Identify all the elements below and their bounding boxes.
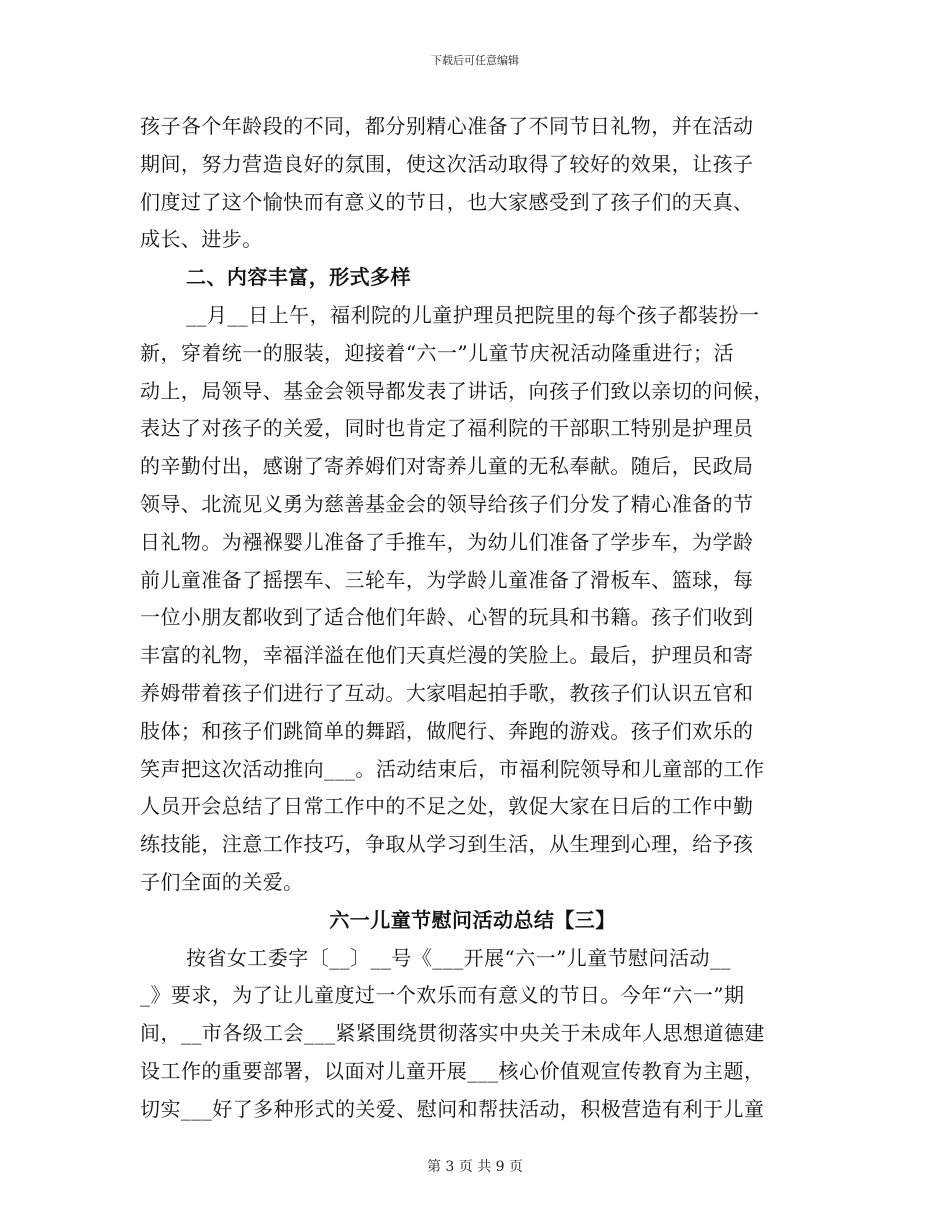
paragraph-line: 间，__市各级工会___紧紧围绕贯彻落实中央关于未成年人思想道德建 [140,1021,765,1046]
paragraph-line: 新，穿着统一的服装，迎接着“六一”儿童节庆祝活动隆重进行；活 [140,340,734,365]
paragraph-line: _》要求，为了让儿童度过一个欢乐而有意义的节日。今年“六一”期 [140,983,745,1008]
paragraph-line: 一位小朋友都收到了适合他们年龄、心智的玩具和书籍。孩子们收到 [140,605,754,630]
paragraph-line: 丰富的礼物，幸福洋溢在他们天真烂漫的笑脸上。最后，护理员和寄 [140,643,754,668]
paragraph-line: 设工作的重要部署，以面对儿童开展___核心价值观宣传教育为主题， [140,1058,765,1083]
paragraph-line: 孩子各个年龄段的不同，都分别精心准备了不同节日礼物，并在活动 [140,114,754,138]
paragraph-line: 期间，努力营造良好的氛围，使这次活动取得了较好的效果，让孩子 [140,151,754,176]
paragraph-line: 动上，局领导、基金会领导都发表了讲话，向孩子们致以亲切的问候， [140,378,774,403]
paragraph-line: __月__日上午，福利院的儿童护理员把院里的每个孩子都装扮一 [186,302,760,327]
paragraph-line: 子们全面的关爱。 [140,869,304,894]
section-heading: 二、内容丰富，形式多样 [186,265,411,290]
page-header-note: 下载后可任意编辑 [431,54,519,67]
paragraph-line: 养姆带着孩子们进行了互动。大家唱起拍手歌，教孩子们认识五官和 [140,680,754,705]
paragraph-line: 人员开会总结了日常工作中的不足之处，敦促大家在日后的工作中勤 [140,794,754,819]
paragraph-line: 们度过了这个愉快而有意义的节日，也大家感受到了孩子们的天真、 [140,189,754,214]
document-body [140,108,805,1129]
section-title: 六一儿童节慰问活动总结【三】 [329,907,616,932]
paragraph-line: 练技能，注意工作技巧，争取从学习到生活，从生理到心理，给予孩 [140,832,754,857]
paragraph-line: 按省女工委字〔__〕__号《___开展“六一”儿童节慰问活动__ [186,945,731,970]
paragraph-line: 前儿童准备了摇摆车、三轮车，为学龄儿童准备了滑板车、篮球，每 [140,567,754,592]
paragraph-line: 日礼物。为襁褓婴儿准备了手推车，为幼儿们准备了学步车，为学龄 [140,529,754,554]
paragraph-line: 表达了对孩子的关爱，同时也肯定了福利院的干部职工特别是护理员 [140,416,754,441]
paragraph-line: 笑声把这次活动推向___。活动结束后，市福利院领导和儿童部的工作 [140,756,765,781]
paragraph-line: 领导、北流见义勇为慈善基金会的领导给孩子们分发了精心准备的节 [140,491,754,516]
page-number-footer: 第 3 页 共 9 页 [426,1159,524,1175]
paragraph-line: 切实___好了多种形式的关爱、慰问和帮扶活动，积极营造有利于儿童 [140,1096,765,1121]
paragraph-line: 成长、进步。 [140,227,263,252]
paragraph-line: 的辛勤付出，感谢了寄养姆们对寄养儿童的无私奉献。随后，民政局 [140,454,754,479]
paragraph-line: 肢体；和孩子们跳简单的舞蹈，做爬行、奔跑的游戏。孩子们欢乐的 [140,718,754,743]
